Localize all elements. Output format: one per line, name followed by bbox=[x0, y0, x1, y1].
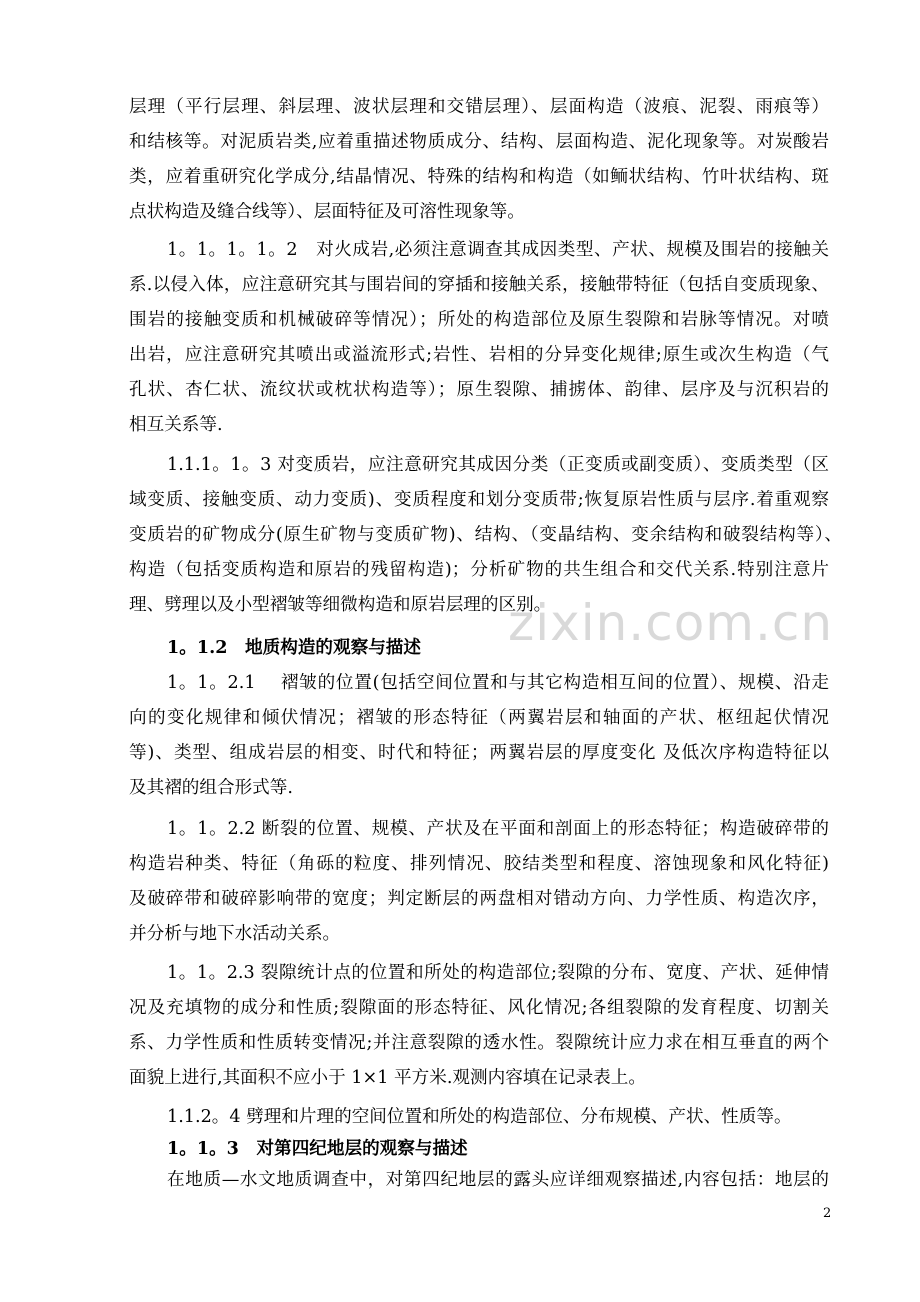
text-line: 在地质—水文地质调查中，对第四纪地层的露头应详细观察描述,内容包括：地层的 bbox=[167, 1170, 829, 1190]
text-line: 1.1.1。1。3 对变质岩，应注意研究其成因分类（正变质或副变质）、变质类型（区 bbox=[167, 455, 829, 475]
text-line: 及其褶的组合形式等. bbox=[129, 778, 293, 798]
text-line: 孔状、杏仁状、流纹状或枕状构造等）；原生裂隙、捕掳体、韵律、层序及与沉积岩的 bbox=[129, 380, 829, 400]
text-line: 等)、类型、组成岩层的相变、时代和特征；两翼岩层的厚度变化 及低次序构造特征以 bbox=[129, 743, 829, 763]
page-number: 2 bbox=[823, 1206, 832, 1221]
text-line: 面貌上进行,其面积不应小于 1×1 平方米.观测内容填在记录表上。 bbox=[129, 1068, 646, 1088]
text-line: 类，应着重研究化学成分,结晶情况、特殊的结构和构造（如鲕状结构、竹叶状结构、斑 bbox=[129, 167, 829, 187]
text-line: 出岩，应注意研究其喷出或溢流形式;岩性、岩相的分异变化规律;原生或次生构造（气 bbox=[129, 345, 829, 365]
text-line: 系、力学性质和性质转变情况;并注意裂隙的透水性。裂隙统计应力求在相互垂直的两个 bbox=[129, 1033, 829, 1053]
text-line: 变质岩的矿物成分(原生矿物与变质矿物)、结构、（变晶结构、变余结构和破裂结构等）、 bbox=[129, 525, 842, 545]
text-line: 1。1。2.3 裂隙统计点的位置和所处的构造部位;裂隙的分布、宽度、产状、延伸情 bbox=[167, 963, 829, 983]
text-line: 相互关系等. bbox=[129, 415, 223, 435]
text-line: 和结核等。对泥质岩类,应着重描述物质成分、结构、层面构造、泥化现象等。对炭酸岩 bbox=[129, 132, 829, 152]
text-line: 况及充填物的成分和性质;裂隙面的形态特征、风化情况;各组裂隙的发育程度、切割关 bbox=[129, 998, 829, 1018]
text-line: 并分析与地下水活动关系。 bbox=[129, 924, 341, 944]
text-line: 层理（平行层理、斜层理、波状层理和交错层理）、层面构造（波痕、泥裂、雨痕等） bbox=[129, 97, 829, 117]
section-heading: 1。1。3 对第四纪地层的观察与描述 bbox=[167, 1138, 468, 1159]
text-line: 围岩的接触变质和机械破碎等情况）；所处的构造部位及原生裂隙和岩脉等情况。对喷 bbox=[129, 310, 829, 330]
section-heading: 1。1.2 地质构造的观察与描述 bbox=[167, 637, 421, 658]
text-line: 及破碎带和破碎影响带的宽度；判定断层的两盘相对错动方向、力学性质、构造次序， bbox=[129, 889, 829, 909]
text-line: 系.以侵入体，应注意研究其与围岩间的穿插和接触关系，接触带特征（包括自变质现象、 bbox=[129, 275, 829, 295]
text-line: 向的变化规律和倾伏情况；褶皱的形态特征（两翼岩层和轴面的产状、枢纽起伏情况 bbox=[129, 708, 829, 728]
text-line: 1.1.2。4 劈理和片理的空间位置和所处的构造部位、分布规模、产状、性质等。 bbox=[167, 1107, 792, 1127]
text-line: 1。1。2.1 褶皱的位置(包括空间位置和与其它构造相互间的位置）、规模、沿走 bbox=[167, 673, 829, 693]
text-line: 1。1。1。1。2 对火成岩,必须注意调查其成因类型、产状、规模及围岩的接触关 bbox=[167, 240, 829, 260]
text-line: 构造岩种类、特征（角砾的粒度、排列情况、胶结类型和程度、溶蚀现象和风化特征) bbox=[129, 854, 829, 874]
text-line: 点状构造及缝合线等）、层面特征及可溶性现象等。 bbox=[129, 202, 525, 222]
text-line: 构造（包括变质构造和原岩的残留构造)；分析矿物的共生组合和交代关系.特别注意片 bbox=[129, 560, 829, 580]
text-line: 域变质、接触变质、动力变质)、变质程度和划分变质带;恢复原岩性质与层序.着重观察 bbox=[129, 490, 829, 510]
text-line: 理、劈理以及小型褶皱等细微构造和原岩层理的区别。 bbox=[129, 595, 552, 615]
text-line: 1。1。2.2 断裂的位置、规模、产状及在平面和剖面上的形态特征；构造破碎带的 bbox=[167, 819, 829, 839]
watermark: zixin.com.cn bbox=[508, 594, 834, 652]
